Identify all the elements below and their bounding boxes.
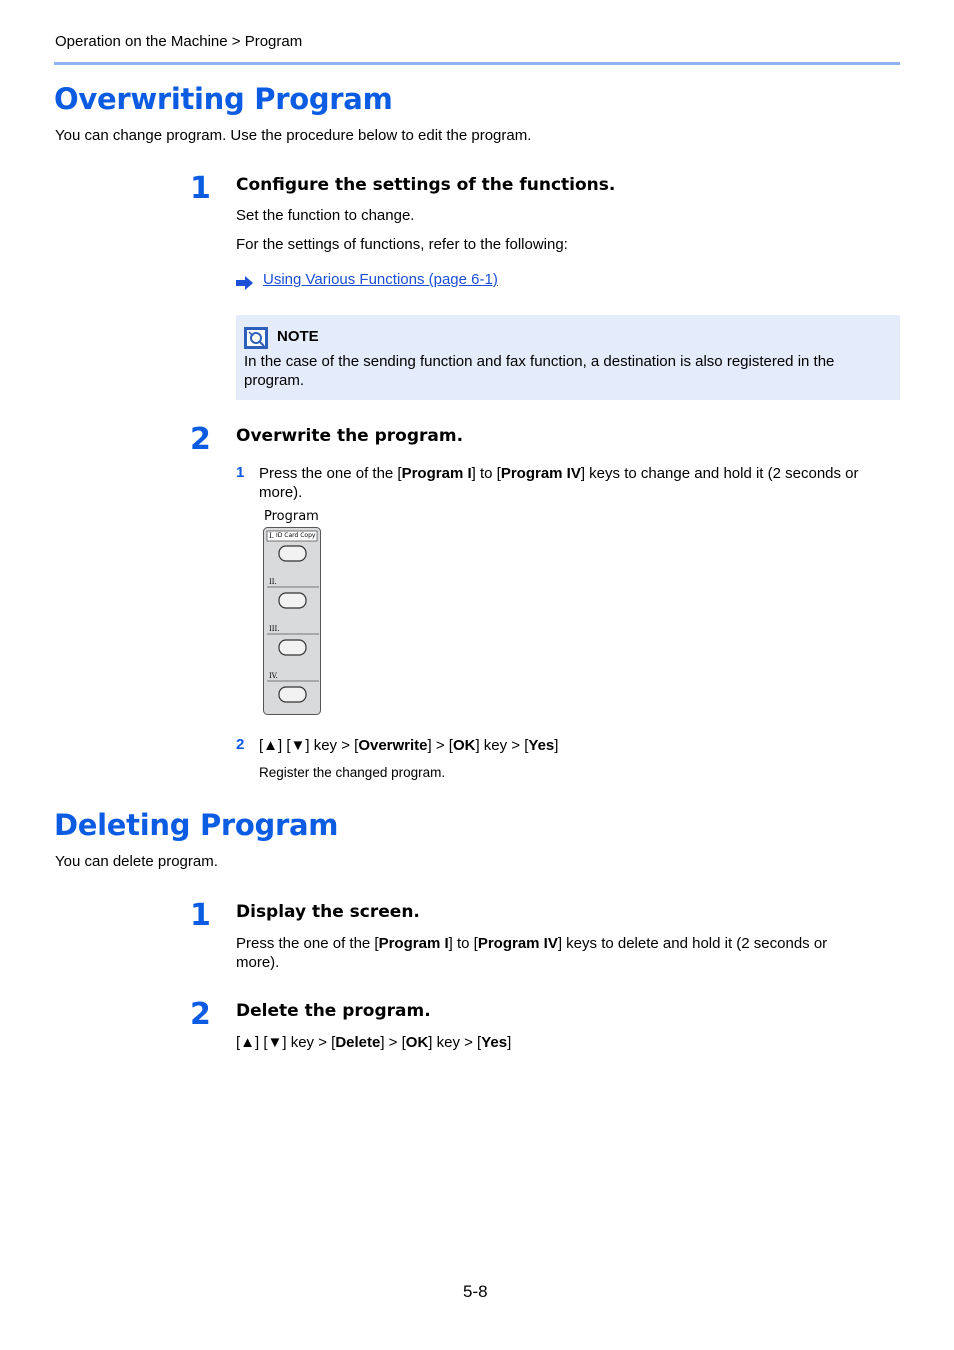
step-text: more).	[236, 954, 280, 971]
note-icon	[244, 327, 268, 349]
step-text: Press the one of the [Program I] to [Program IV] keys to delete and hold it (2 seconds or	[236, 935, 828, 952]
breadcrumb: Operation on the Machine > Program	[55, 33, 303, 50]
note-text: In the case of the sending function and fax function, a destination is also registered in the	[244, 353, 835, 370]
substep-text: more).	[259, 484, 303, 501]
note-text: program.	[244, 372, 305, 389]
substep-number: 2	[236, 736, 245, 753]
section-intro: You can change program. Use the procedure below to edit the program.	[55, 127, 532, 144]
step-text: Set the function to change.	[236, 207, 415, 224]
step-title: Display the screen.	[236, 902, 420, 922]
note-box	[236, 315, 900, 400]
step-title: Delete the program.	[236, 1001, 431, 1021]
panel-label: III.	[269, 625, 280, 633]
link-using-various-functions[interactable]: Using Various Functions (page 6-1)	[263, 271, 498, 288]
program-key-3	[279, 640, 306, 655]
program-key-2	[279, 593, 306, 608]
step-text: [▲] [▼] key > [Delete] > [OK] key > [Yes]	[236, 1034, 512, 1051]
section-title-deleting: Deleting Program	[54, 808, 339, 842]
panel-label: ID Card Copy	[276, 532, 316, 539]
panel-keys	[258, 526, 328, 718]
note-title: NOTE	[277, 328, 319, 345]
step-number: 1	[190, 171, 211, 206]
program-key-1	[279, 546, 306, 561]
page-number: 5-8	[463, 1282, 488, 1301]
panel-label: II.	[269, 578, 277, 586]
arrow-right-icon	[236, 276, 254, 290]
step-title: Overwrite the program.	[236, 426, 464, 446]
panel-label: IV.	[269, 672, 278, 680]
substep-text: Press the one of the [Program I] to [Program IV] keys to change and hold it (2 seconds or	[259, 465, 859, 482]
step-text: For the settings of functions, refer to the following:	[236, 236, 568, 253]
panel-title: Program	[264, 509, 319, 524]
substep-note: Register the changed program.	[259, 765, 446, 780]
step-number: 2	[190, 422, 211, 457]
program-key-4	[279, 687, 306, 702]
section-title-overwriting: Overwriting Program	[54, 82, 393, 116]
substep-text: [▲] [▼] key > [Overwrite] > [OK] key > [Yes]	[259, 737, 559, 754]
step-number: 2	[190, 997, 211, 1032]
section-intro: You can delete program.	[55, 853, 218, 870]
step-title: Configure the settings of the functions.	[236, 175, 616, 195]
step-number: 1	[190, 898, 211, 933]
substep-number: 1	[236, 464, 245, 481]
panel-label: I.	[269, 532, 274, 540]
program-panel-illustration	[258, 508, 328, 718]
header-divider	[54, 62, 900, 65]
